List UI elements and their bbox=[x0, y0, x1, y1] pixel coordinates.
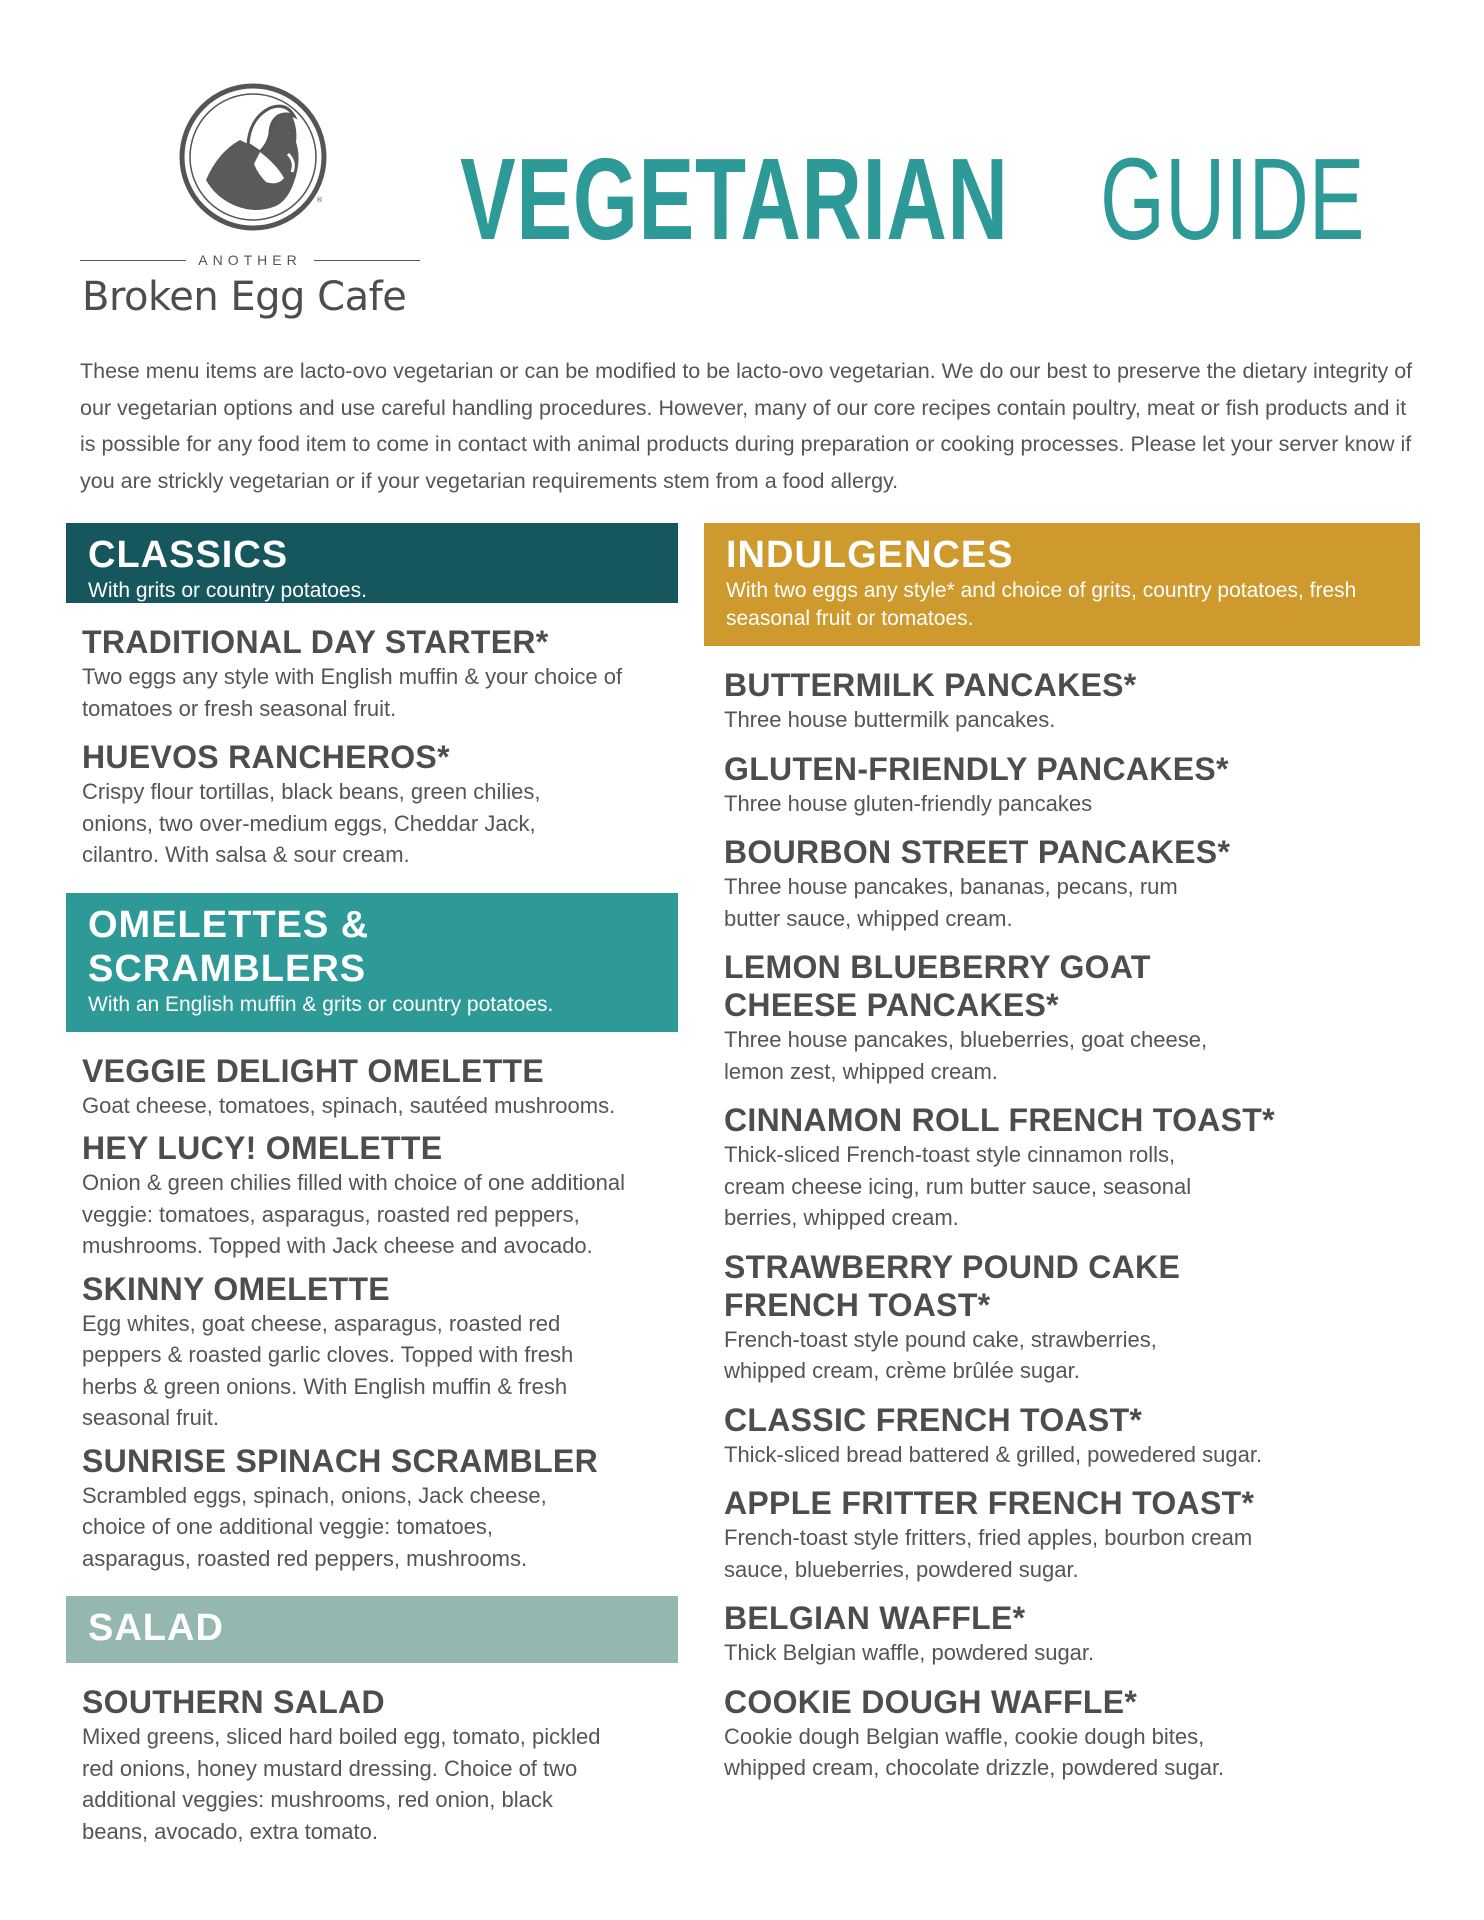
section-subtitle: With two eggs any style* and choice of grits, country potatoes, fresh seasonal fruit or tomatoes. bbox=[726, 579, 1357, 630]
logo-another-text: ANOTHER bbox=[198, 252, 302, 268]
menu-item-name: BUTTERMILK PANCAKES* bbox=[724, 667, 1137, 703]
svg-text:®: ® bbox=[316, 196, 323, 204]
menu-item-name: SUNRISE SPINACH SCRAMBLER bbox=[82, 1442, 598, 1479]
menu-item bbox=[66, 623, 678, 724]
menu-item bbox=[704, 1248, 1420, 1387]
section-title: OMELETTES & SCRAMBLERS bbox=[88, 903, 370, 990]
menu-item-name: HEY LUCY! OMELETTE bbox=[82, 1130, 443, 1166]
menu-item-name: LEMON BLUEBERRY GOAT CHEESE PANCAKES* bbox=[724, 949, 1151, 1023]
menu-item-desc: Thick-sliced French-toast style cinnamon rolls, cream cheese icing, rum butter sauce, seasonal berries, whipped cream. bbox=[724, 1142, 1192, 1230]
section-title: INDULGENCES bbox=[726, 534, 1014, 576]
menu-item-desc: Thick Belgian waffle, powdered sugar. bbox=[724, 1640, 1095, 1665]
section-header-indulgences bbox=[704, 523, 1420, 646]
menu-item bbox=[704, 666, 1420, 736]
left-column bbox=[66, 523, 678, 1861]
menu-item-name: CINNAMON ROLL FRENCH TOAST* bbox=[724, 1102, 1275, 1138]
egg-chicken-logo-icon bbox=[178, 82, 328, 232]
menu-item-desc: Crispy flour tortillas, black beans, green chilies, onions, two over-medium eggs, Cheddar Jack, cilantro. With salsa & sour cream. bbox=[82, 779, 541, 867]
menu-item-desc: Thick-sliced bread battered & grilled, powedered sugar. bbox=[724, 1441, 1263, 1467]
menu-item-desc: Goat cheese, tomatoes, spinach, sautéed mushrooms. bbox=[82, 1092, 616, 1118]
menu-item-desc: Cookie dough Belgian waffle, cookie dough bites, whipped cream, chocolate drizzle, powdered sugar. bbox=[724, 1723, 1225, 1780]
menu-item bbox=[704, 833, 1420, 934]
menu-item-desc: Mixed greens, sliced hard boiled egg, tomato, pickled red onions, honey mustard dressing. Choice of two additional veggies: mushrooms, red onion, black beans, avocado, extra tomato. bbox=[82, 1724, 601, 1844]
menu-item-name: HUEVOS RANCHEROS* bbox=[82, 739, 450, 775]
section-title: CLASSICS bbox=[88, 534, 289, 576]
menu-item bbox=[704, 1683, 1420, 1784]
menu-item-name: APPLE FRITTER FRENCH TOAST* bbox=[724, 1485, 1255, 1521]
intro-paragraph: These menu items are lacto-ovo vegetarian or can be modified to be lacto-ovo vegetarian. We do our best to preserve the dietary integrity of our vegetarian options and use careful handling procedures. However, many of our core recipes contain poultry, meat or fish products and it is possible for any food item to come in contact with animal products during preparation or cooking processes. Please let your server know if you are strickly vegetarian or if your vegetarian requirements stem from a food allergy. bbox=[80, 359, 1413, 493]
menu-item-desc: Three house buttermilk pancakes. bbox=[724, 707, 1056, 732]
menu-item-name: BELGIAN WAFFLE* bbox=[724, 1600, 1026, 1636]
menu-item bbox=[704, 1401, 1420, 1471]
section-subtitle: With grits or country potatoes. bbox=[88, 579, 367, 602]
menu-item bbox=[66, 1270, 678, 1434]
menu-item-name: TRADITIONAL DAY STARTER* bbox=[82, 624, 549, 660]
section-title: SALAD bbox=[88, 1607, 224, 1649]
logo-brand-name: Broken Egg Cafe bbox=[82, 274, 407, 320]
menu-item-desc: Onion & green chilies filled with choice of one additional veggie: tomatoes, asparagus, roasted red peppers, mushrooms. Topped with Jack cheese and avocado. bbox=[82, 1170, 625, 1258]
brand-logo bbox=[80, 82, 430, 327]
menu-item bbox=[704, 1599, 1420, 1669]
section-header-classics bbox=[66, 523, 678, 603]
menu-item-name: GLUTEN-FRIENDLY PANCAKES* bbox=[724, 750, 1229, 787]
menu-item bbox=[66, 1052, 678, 1122]
menu-item-desc: Scrambled eggs, spinach, onions, Jack cheese, choice of one additional veggie: tomatoes, asparagus, roasted red peppers, mushrooms. bbox=[82, 1482, 547, 1571]
page-title bbox=[460, 132, 1467, 282]
menu-item-desc: Two eggs any style with English muffin & your choice of tomatoes or fresh seasonal fruit. bbox=[82, 664, 623, 721]
menu-item bbox=[704, 1484, 1420, 1585]
logo-tagline bbox=[80, 252, 420, 268]
menu-item-desc: Three house gluten-friendly pancakes bbox=[724, 790, 1093, 816]
title-vegetarian: VEGETARIAN bbox=[460, 134, 1009, 264]
menu-item-desc: Three house pancakes, bananas, pecans, rum butter sauce, whipped cream. bbox=[724, 874, 1178, 931]
menu-item bbox=[66, 1442, 678, 1575]
menu-item bbox=[66, 1683, 678, 1847]
title-guide: GUIDE bbox=[1100, 134, 1365, 264]
menu-item bbox=[704, 1101, 1420, 1234]
right-column bbox=[704, 523, 1420, 1798]
menu-item bbox=[704, 948, 1420, 1087]
menu-item-desc: French-toast style fritters, fried apples, bourbon cream sauce, blueberries, powdered sugar. bbox=[724, 1525, 1253, 1582]
menu-item-name: COOKIE DOUGH WAFFLE* bbox=[724, 1683, 1138, 1720]
section-header-salad bbox=[66, 1596, 678, 1663]
menu-item-name: BOURBON STREET PANCAKES* bbox=[724, 834, 1231, 870]
menu-item-desc: Egg whites, goat cheese, asparagus, roasted red peppers & roasted garlic cloves. Topped with fresh herbs & green onions. With English muffin & fresh seasonal fruit. bbox=[82, 1310, 574, 1430]
menu-item bbox=[704, 750, 1420, 820]
menu-item-name: SOUTHERN SALAD bbox=[82, 1684, 385, 1720]
menu-item-name: CLASSIC FRENCH TOAST* bbox=[724, 1401, 1143, 1438]
menu-item-name: VEGGIE DELIGHT OMELETTE bbox=[82, 1052, 545, 1089]
menu-item-name: SKINNY OMELETTE bbox=[82, 1270, 390, 1307]
menu-item-desc: Three house pancakes, blueberries, goat cheese, lemon zest, whipped cream. bbox=[724, 1027, 1208, 1084]
menu-item bbox=[66, 1129, 678, 1262]
section-header-omelettes bbox=[66, 893, 678, 1032]
menu-item bbox=[66, 738, 678, 871]
section-subtitle: With an English muffin & grits or country potatoes. bbox=[88, 992, 554, 1016]
menu-item-name: STRAWBERRY POUND CAKE FRENCH TOAST* bbox=[724, 1248, 1181, 1323]
menu-item-desc: French-toast style pound cake, strawberries, whipped cream, crème brûlée sugar. bbox=[724, 1326, 1157, 1383]
